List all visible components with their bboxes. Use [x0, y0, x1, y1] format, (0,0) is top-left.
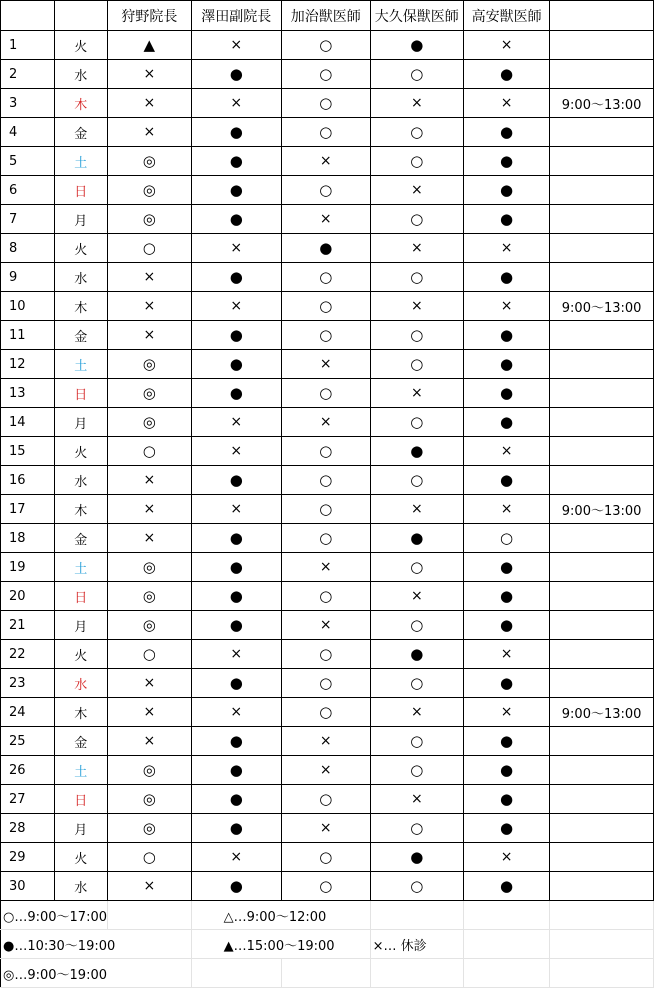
table-row — [1, 263, 654, 292]
day-of-week: 金 — [54, 321, 108, 350]
legend-row-1 — [1, 901, 654, 930]
hours-note: 9:00～13:00 — [550, 698, 654, 727]
day-of-week: 日 — [54, 176, 108, 205]
hours-note — [550, 263, 654, 292]
shift-takayasu: × — [463, 843, 549, 872]
table-row — [1, 408, 654, 437]
hours-note — [550, 234, 654, 263]
legend-row-3 — [1, 959, 654, 988]
day-number: 21 — [1, 611, 55, 640]
shift-sawada: × — [191, 31, 281, 60]
shift-sawada: ● — [191, 582, 281, 611]
day-of-week: 木 — [54, 698, 108, 727]
shift-okubo: × — [370, 176, 463, 205]
shift-kano: × — [108, 698, 192, 727]
shift-sawada: × — [191, 437, 281, 466]
day-of-week: 金 — [54, 727, 108, 756]
table-row — [1, 611, 654, 640]
shift-sawada: ● — [191, 321, 281, 350]
shift-takayasu: ● — [463, 553, 549, 582]
shift-okubo: ○ — [370, 60, 463, 89]
shift-takayasu: ● — [463, 147, 549, 176]
hours-note — [550, 843, 654, 872]
day-number: 10 — [1, 292, 55, 321]
shift-kano: ◎ — [108, 205, 192, 234]
day-number: 28 — [1, 814, 55, 843]
shift-sawada: ● — [191, 176, 281, 205]
day-of-week: 日 — [54, 785, 108, 814]
shift-sawada: ● — [191, 205, 281, 234]
shift-takayasu: ● — [463, 611, 549, 640]
table-row — [1, 843, 654, 872]
shift-kano: ○ — [108, 437, 192, 466]
shift-takayasu: ● — [463, 263, 549, 292]
shift-kano: ▲ — [108, 31, 192, 60]
table-row — [1, 234, 654, 263]
legend-late: ●…10:30～19:00 — [1, 930, 192, 959]
table-row — [1, 437, 654, 466]
shift-kaji: ○ — [281, 379, 370, 408]
day-number: 30 — [1, 872, 55, 901]
shift-kaji: ○ — [281, 176, 370, 205]
header-doctor-kano: 狩野院長 — [108, 1, 192, 31]
shift-sawada: × — [191, 698, 281, 727]
shift-sawada: ● — [191, 118, 281, 147]
hours-note — [550, 611, 654, 640]
shift-sawada: ● — [191, 60, 281, 89]
day-number: 5 — [1, 147, 55, 176]
day-number: 7 — [1, 205, 55, 234]
day-number: 20 — [1, 582, 55, 611]
day-number: 6 — [1, 176, 55, 205]
shift-takayasu: × — [463, 31, 549, 60]
hours-note — [550, 31, 654, 60]
table-row — [1, 727, 654, 756]
header-doctor-sawada: 澤田副院長 — [191, 1, 281, 31]
legend-row-2 — [1, 930, 654, 959]
shift-takayasu: ● — [463, 60, 549, 89]
shift-okubo: × — [370, 582, 463, 611]
shift-kano: × — [108, 321, 192, 350]
hours-note — [550, 524, 654, 553]
hours-note: 9:00～13:00 — [550, 495, 654, 524]
shift-kano: × — [108, 872, 192, 901]
shift-takayasu: ● — [463, 205, 549, 234]
day-of-week: 日 — [54, 582, 108, 611]
table-row — [1, 379, 654, 408]
hours-note — [550, 205, 654, 234]
day-number: 2 — [1, 60, 55, 89]
shift-sawada: × — [191, 495, 281, 524]
hours-note — [550, 176, 654, 205]
shift-takayasu: ● — [463, 408, 549, 437]
day-of-week: 木 — [54, 292, 108, 321]
shift-kaji: × — [281, 756, 370, 785]
shift-kano: × — [108, 495, 192, 524]
table-row — [1, 147, 654, 176]
day-number: 18 — [1, 524, 55, 553]
shift-sawada: ● — [191, 147, 281, 176]
shift-okubo: × — [370, 292, 463, 321]
day-of-week: 火 — [54, 843, 108, 872]
shift-takayasu: ● — [463, 466, 549, 495]
hours-note — [550, 640, 654, 669]
header-doctor-takayasu: 高安獣医師 — [463, 1, 549, 31]
shift-sawada: ● — [191, 466, 281, 495]
day-number: 27 — [1, 785, 55, 814]
hours-note — [550, 553, 654, 582]
shift-takayasu: ● — [463, 379, 549, 408]
shift-takayasu: ● — [463, 756, 549, 785]
shift-takayasu: ● — [463, 785, 549, 814]
legend-open: ○…9:00～17:00 — [1, 901, 108, 930]
shift-kano: ○ — [108, 843, 192, 872]
hours-note — [550, 147, 654, 176]
day-number: 3 — [1, 89, 55, 118]
table-row — [1, 60, 654, 89]
day-of-week: 土 — [54, 756, 108, 785]
shift-okubo: ● — [370, 31, 463, 60]
table-row — [1, 814, 654, 843]
hours-note — [550, 379, 654, 408]
shift-okubo: ● — [370, 843, 463, 872]
shift-kaji: ○ — [281, 60, 370, 89]
hours-note — [550, 437, 654, 466]
shift-sawada: ● — [191, 379, 281, 408]
day-of-week: 水 — [54, 669, 108, 698]
shift-takayasu: ● — [463, 727, 549, 756]
hours-note — [550, 321, 654, 350]
header-doctor-kaji: 加治獣医師 — [281, 1, 370, 31]
shift-takayasu: ● — [463, 350, 549, 379]
shift-kano: ○ — [108, 640, 192, 669]
day-of-week: 水 — [54, 872, 108, 901]
shift-takayasu: ● — [463, 814, 549, 843]
shift-okubo: ● — [370, 640, 463, 669]
legend-off: ×… 休診 — [370, 930, 463, 959]
hours-note — [550, 669, 654, 698]
shift-kaji: ○ — [281, 495, 370, 524]
day-of-week: 火 — [54, 31, 108, 60]
shift-takayasu: ● — [463, 872, 549, 901]
day-of-week: 月 — [54, 408, 108, 437]
shift-okubo: ○ — [370, 263, 463, 292]
table-row — [1, 698, 654, 727]
shift-kano: × — [108, 89, 192, 118]
day-of-week: 水 — [54, 60, 108, 89]
shift-takayasu: ● — [463, 118, 549, 147]
day-of-week: 土 — [54, 553, 108, 582]
day-of-week: 金 — [54, 118, 108, 147]
shift-sawada: ● — [191, 872, 281, 901]
shift-kaji: ○ — [281, 437, 370, 466]
day-number: 12 — [1, 350, 55, 379]
day-of-week: 日 — [54, 379, 108, 408]
shift-kaji: ○ — [281, 524, 370, 553]
table-row — [1, 31, 654, 60]
shift-kaji: ○ — [281, 89, 370, 118]
shift-kano: × — [108, 292, 192, 321]
shift-kaji: ○ — [281, 31, 370, 60]
hours-note — [550, 872, 654, 901]
day-of-week: 火 — [54, 234, 108, 263]
table-row — [1, 89, 654, 118]
shift-okubo: ○ — [370, 321, 463, 350]
shift-takayasu: × — [463, 698, 549, 727]
shift-kano: ◎ — [108, 785, 192, 814]
table-row — [1, 176, 654, 205]
day-number: 29 — [1, 843, 55, 872]
shift-sawada: ● — [191, 611, 281, 640]
shift-kano: × — [108, 727, 192, 756]
shift-kaji: × — [281, 814, 370, 843]
day-number: 24 — [1, 698, 55, 727]
shift-kaji: ○ — [281, 292, 370, 321]
shift-takayasu: ○ — [463, 524, 549, 553]
shift-sawada: ● — [191, 524, 281, 553]
shift-kaji: × — [281, 205, 370, 234]
shift-okubo: × — [370, 234, 463, 263]
shift-sawada: ● — [191, 263, 281, 292]
shift-okubo: ○ — [370, 756, 463, 785]
shift-kaji: ○ — [281, 843, 370, 872]
header-cell-note — [550, 1, 654, 31]
day-of-week: 金 — [54, 524, 108, 553]
day-of-week: 水 — [54, 263, 108, 292]
shift-kano: ◎ — [108, 176, 192, 205]
shift-kaji: × — [281, 147, 370, 176]
shift-sawada: × — [191, 89, 281, 118]
shift-okubo: ○ — [370, 205, 463, 234]
day-number: 17 — [1, 495, 55, 524]
legend-full: ◎…9:00～19:00 — [1, 959, 192, 988]
shift-okubo: × — [370, 89, 463, 118]
shift-kaji: × — [281, 727, 370, 756]
hours-note — [550, 785, 654, 814]
day-number: 14 — [1, 408, 55, 437]
day-number: 8 — [1, 234, 55, 263]
hours-note — [550, 350, 654, 379]
day-number: 9 — [1, 263, 55, 292]
shift-sawada: × — [191, 640, 281, 669]
legend-morning: △…9:00～12:00 — [191, 901, 370, 930]
shift-okubo: ● — [370, 524, 463, 553]
shift-sawada: × — [191, 292, 281, 321]
day-of-week: 月 — [54, 205, 108, 234]
table-row — [1, 582, 654, 611]
day-of-week: 火 — [54, 437, 108, 466]
shift-kano: ◎ — [108, 147, 192, 176]
shift-kaji: ○ — [281, 785, 370, 814]
day-of-week: 水 — [54, 466, 108, 495]
shift-kano: × — [108, 669, 192, 698]
shift-sawada: × — [191, 408, 281, 437]
day-number: 25 — [1, 727, 55, 756]
shift-sawada: ● — [191, 553, 281, 582]
day-number: 22 — [1, 640, 55, 669]
shift-sawada: × — [191, 234, 281, 263]
shift-takayasu: × — [463, 437, 549, 466]
shift-takayasu: × — [463, 234, 549, 263]
shift-okubo: ○ — [370, 118, 463, 147]
table-row — [1, 118, 654, 147]
hours-note: 9:00～13:00 — [550, 292, 654, 321]
shift-okubo: ○ — [370, 727, 463, 756]
table-row — [1, 321, 654, 350]
shift-kano: ◎ — [108, 379, 192, 408]
day-number: 11 — [1, 321, 55, 350]
shift-kaji: ○ — [281, 263, 370, 292]
shift-kano: ◎ — [108, 582, 192, 611]
shift-kaji: × — [281, 350, 370, 379]
day-of-week: 木 — [54, 89, 108, 118]
shift-takayasu: ● — [463, 176, 549, 205]
shift-okubo: ● — [370, 437, 463, 466]
shift-sawada: ● — [191, 350, 281, 379]
table-row — [1, 495, 654, 524]
shift-takayasu: ● — [463, 321, 549, 350]
shift-okubo: ○ — [370, 611, 463, 640]
hours-note — [550, 408, 654, 437]
day-number: 16 — [1, 466, 55, 495]
shift-kaji: ○ — [281, 669, 370, 698]
header-cell-dow — [54, 1, 108, 31]
header-cell-day — [1, 1, 55, 31]
shift-takayasu: ● — [463, 669, 549, 698]
shift-okubo: ○ — [370, 669, 463, 698]
shift-kano: × — [108, 524, 192, 553]
day-number: 23 — [1, 669, 55, 698]
shift-kano: × — [108, 466, 192, 495]
shift-sawada: ● — [191, 756, 281, 785]
shift-kano: ◎ — [108, 350, 192, 379]
day-number: 19 — [1, 553, 55, 582]
shift-takayasu: × — [463, 640, 549, 669]
day-of-week: 土 — [54, 350, 108, 379]
hours-note — [550, 727, 654, 756]
shift-kano: ◎ — [108, 553, 192, 582]
table-row — [1, 350, 654, 379]
day-number: 1 — [1, 31, 55, 60]
table-row — [1, 785, 654, 814]
shift-okubo: ○ — [370, 553, 463, 582]
table-row — [1, 524, 654, 553]
shift-kano: × — [108, 263, 192, 292]
shift-kaji: ○ — [281, 640, 370, 669]
shift-okubo: × — [370, 785, 463, 814]
shift-kano: ◎ — [108, 756, 192, 785]
shift-okubo: ○ — [370, 408, 463, 437]
shift-kaji: ○ — [281, 872, 370, 901]
shift-kaji: ○ — [281, 466, 370, 495]
hours-note: 9:00～13:00 — [550, 89, 654, 118]
shift-kaji: ○ — [281, 321, 370, 350]
day-of-week: 月 — [54, 611, 108, 640]
shift-okubo: ○ — [370, 466, 463, 495]
hours-note — [550, 756, 654, 785]
shift-okubo: ○ — [370, 147, 463, 176]
day-number: 26 — [1, 756, 55, 785]
shift-kano: ◎ — [108, 408, 192, 437]
shift-kaji: × — [281, 553, 370, 582]
shift-okubo: × — [370, 698, 463, 727]
table-row — [1, 292, 654, 321]
hours-note — [550, 60, 654, 89]
shift-sawada: × — [191, 843, 281, 872]
shift-takayasu: ● — [463, 582, 549, 611]
header-row — [1, 1, 654, 31]
shift-kano: × — [108, 60, 192, 89]
table-row — [1, 669, 654, 698]
shift-sawada: ● — [191, 785, 281, 814]
day-of-week: 木 — [54, 495, 108, 524]
header-doctor-okubo: 大久保獣医師 — [370, 1, 463, 31]
legend-evening: ▲…15:00～19:00 — [191, 930, 370, 959]
shift-kano: ○ — [108, 234, 192, 263]
shift-kano: ◎ — [108, 814, 192, 843]
shift-okubo: × — [370, 495, 463, 524]
table-row — [1, 756, 654, 785]
shift-kano: × — [108, 118, 192, 147]
shift-kaji: ● — [281, 234, 370, 263]
shift-kaji: × — [281, 408, 370, 437]
shift-takayasu: × — [463, 292, 549, 321]
table-row — [1, 640, 654, 669]
shift-okubo: ○ — [370, 872, 463, 901]
day-number: 15 — [1, 437, 55, 466]
hours-note — [550, 466, 654, 495]
shift-okubo: ○ — [370, 350, 463, 379]
day-of-week: 土 — [54, 147, 108, 176]
shift-takayasu: × — [463, 89, 549, 118]
shift-okubo: × — [370, 379, 463, 408]
shift-kaji: ○ — [281, 118, 370, 147]
shift-sawada: ● — [191, 814, 281, 843]
table-row — [1, 872, 654, 901]
shift-kano: ◎ — [108, 611, 192, 640]
shift-takayasu: × — [463, 495, 549, 524]
day-of-week: 月 — [54, 814, 108, 843]
hours-note — [550, 118, 654, 147]
day-number: 13 — [1, 379, 55, 408]
hours-note — [550, 582, 654, 611]
shift-kaji: ○ — [281, 582, 370, 611]
shift-kaji: ○ — [281, 698, 370, 727]
shift-okubo: ○ — [370, 814, 463, 843]
table-row — [1, 466, 654, 495]
shift-kaji: × — [281, 611, 370, 640]
table-row — [1, 553, 654, 582]
table-row — [1, 205, 654, 234]
day-of-week: 火 — [54, 640, 108, 669]
shift-sawada: ● — [191, 669, 281, 698]
day-number: 4 — [1, 118, 55, 147]
shift-sawada: ● — [191, 727, 281, 756]
hours-note — [550, 814, 654, 843]
